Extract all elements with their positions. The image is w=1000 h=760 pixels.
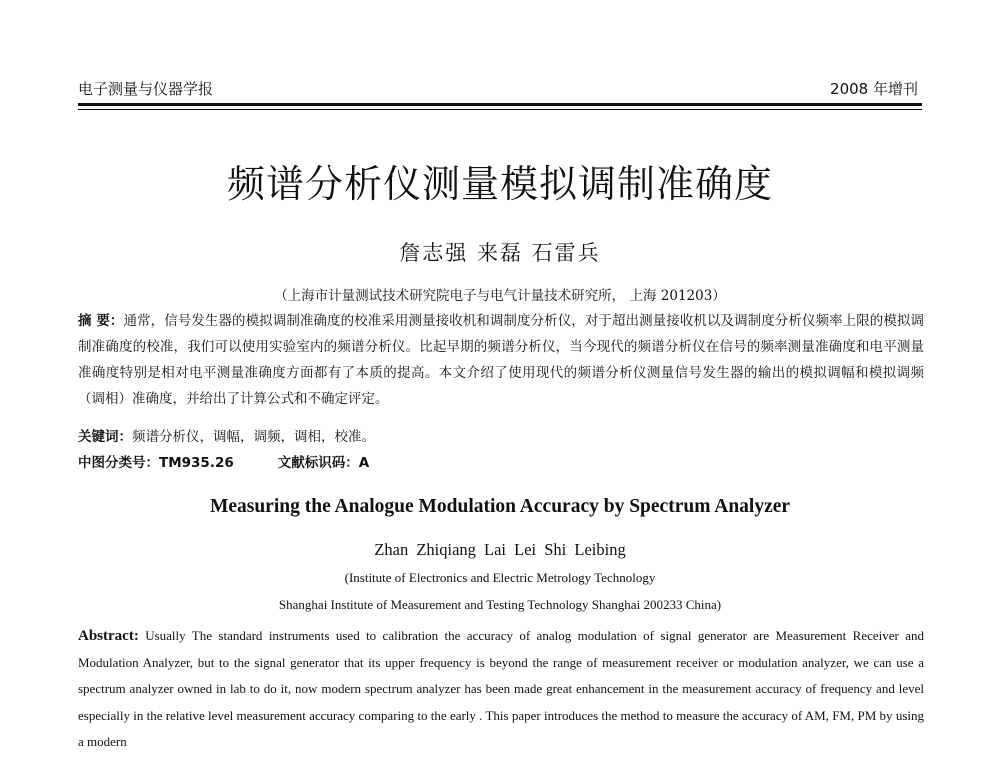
header-rule-thin — [78, 109, 922, 110]
keywords-cn — [78, 424, 924, 450]
affiliation-en-line2: Shanghai Institute of Measurement and Testing Technology Shanghai 200233 China) — [278, 597, 722, 612]
paper-title-cn: 频谱分析仪测量模拟调制准确度 — [226, 162, 773, 206]
paper-title-en: Measuring the Analogue Modulation Accuracy by Spectrum Analyzer — [209, 496, 791, 517]
doc-code-label: 文献标识码： — [277, 455, 359, 471]
classification-cn — [78, 450, 924, 476]
running-header — [78, 78, 918, 102]
abstract-en-text: Usually The standard instruments used to calibration the accuracy of analog modulation of signal generator are Measurement Receiver and Modulation Analyzer, but to the signal generator that its upper frequency is beyond the range of measurement receiver or modulation analyzer, we can use a spectrum analyzer owned in lab to do it, now modern spectrum analyzer has been made great enhancement in the measurement accuracy of frequency and level especially in the relative level measurement accuracy comparing to the early . This paper introduces the method to measure the accuracy of AM, FM, PM by using a modern — [78, 628, 925, 749]
journal-name: 电子测量与仪器学报 — [78, 80, 214, 98]
header-rule-thick — [78, 103, 922, 106]
keywords-cn-text: 频谱分析仪，调幅，调频，调相，校准。 — [132, 429, 375, 445]
abstract-en-label: Abstract: — [78, 628, 139, 644]
clc-label: 中图分类号： — [78, 455, 159, 471]
authors-cn: 詹志强 来磊 石雷兵 — [399, 241, 601, 265]
abstract-cn — [78, 308, 924, 412]
affiliation-cn: （上海市计量测试技术研究院电子与电气计量技术研究所， 上海 201203） — [274, 288, 726, 304]
keywords-cn-label: 关键词： — [78, 429, 132, 445]
abstract-cn-text: 通常，信号发生器的模拟调制准确度的校准采用测量接收机和调制度分析仪，对于超出测量接收机以及调制度分析仪频率上限的模拟调制准确度的校准，我们可以使用实验室内的频谱分析仪。比起早期的频谱分析仪，当今现代的频谱分析仪在信号的频率测量准确度和电平测量准确度特别是相对电平测量准确度方面都有了本质的提高。本文介绍了使用现代的频谱分析仪测量信号发生器的输出的模拟调幅和模拟调频（调相）准确度，并给出了计算公式和不确定评定。 — [78, 313, 925, 407]
abstract-en — [78, 623, 924, 756]
issue-label: 2008 年增刊 — [830, 80, 918, 98]
abstract-cn-label: 摘 要： — [78, 313, 124, 329]
affiliation-en-line1: (Institute of Electronics and Electric Metrology Technology — [344, 570, 656, 585]
authors-en: Zhan Zhiqiang Lai Lei Shi Leibing — [374, 540, 626, 559]
clc-value: TM935.26 — [159, 455, 234, 471]
doc-code-value: A — [358, 455, 370, 471]
